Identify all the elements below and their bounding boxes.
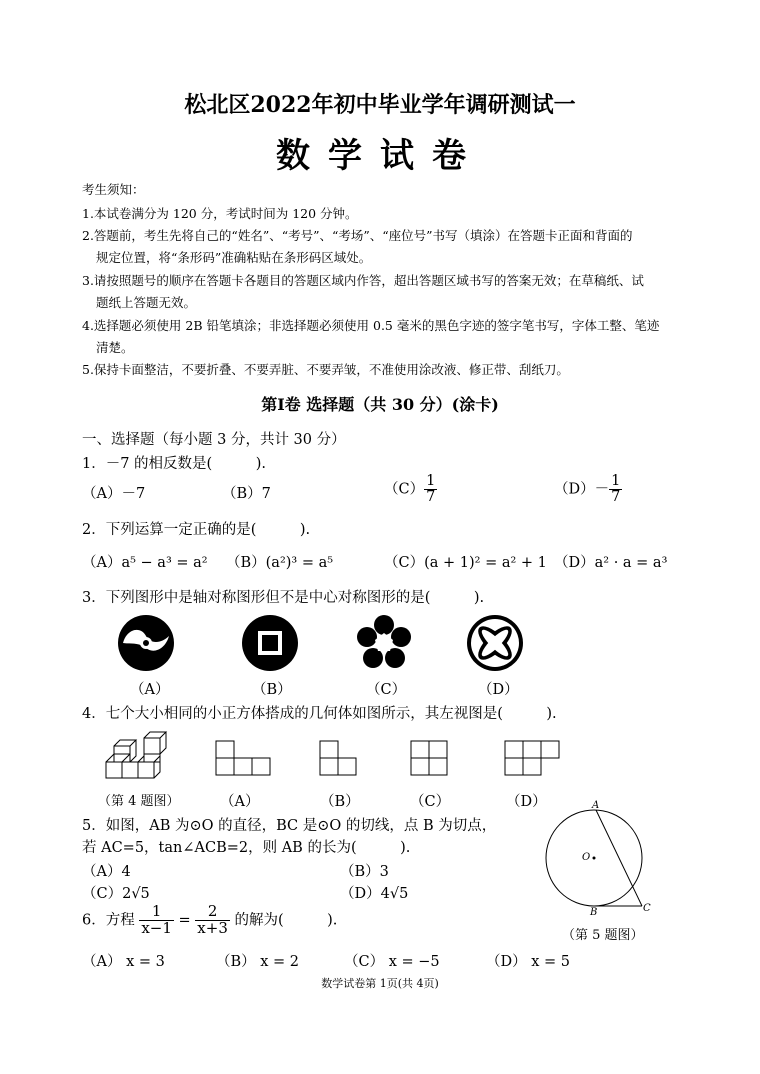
notice-heading: 考生须知：	[82, 182, 145, 197]
notice-item: 清楚。	[96, 340, 134, 355]
q4-label-b: （B）	[320, 794, 360, 810]
q1-option-c-label: （C）	[384, 481, 425, 498]
q4-stem: 4．七个大小相同的小正方体搭成的几何体如图所示，其左视图是( ).	[82, 706, 557, 722]
q5-option-c: （C）2√5	[82, 886, 150, 902]
q2-option-c: （C）(a + 1)² = a² + 1	[384, 555, 547, 571]
q4-cube-figure	[104, 728, 170, 782]
q4-label-a: （A）	[220, 794, 260, 810]
q4-label-d: （D）	[506, 794, 547, 810]
notice-item: 5.保持卡面整洁，不要折叠、不要弄脏、不要弄皱，不准使用涂改液、修正带、刮纸刀。	[82, 362, 569, 377]
q3-stem: 3．下列图形中是轴对称图形但不是中心对称图形的是( ).	[82, 590, 485, 606]
q5-option-a: （A）4	[82, 864, 131, 880]
q2-stem: 2．下列运算一定正确的是( ).	[82, 522, 311, 538]
q6-stem-prefix: 6．方程	[82, 912, 135, 929]
q1-option-b: （B）7	[222, 486, 271, 502]
q6-fraction-1: $\frac{1}{x-1}$	[141, 902, 172, 937]
part-heading: 一、选择题（每小题 3 分，共计 30 分）	[82, 432, 346, 448]
q4-option-c-figure	[410, 740, 448, 776]
q1-option-c	[384, 474, 437, 505]
fraction: $\frac{1}{7}$	[611, 473, 621, 506]
q4-figure-caption: （第 4 题图）	[98, 794, 180, 809]
q4-option-a-figure	[215, 740, 271, 776]
q3-label-a: （A）	[130, 682, 170, 698]
q6-fraction-2: $\frac{2}{x+3}$	[197, 902, 228, 937]
q6-stem	[82, 904, 337, 937]
q2-option-d: （D）a² · a = a³	[554, 555, 668, 571]
q3-label-b: （B）	[252, 682, 292, 698]
q2-option-a: （A）a⁵ − a³ = a²	[82, 555, 208, 571]
notice-item: 题纸上答题无效。	[96, 295, 197, 310]
notice-item: 4.选择题必须使用 2B 铅笔填涂；非选择题必须使用 0.5 毫米的黑色字迹的签字笔书写，字体工整、笔迹	[82, 318, 660, 333]
subject-title: 数学试卷	[276, 136, 484, 176]
q1-stem: 1．－7 的相反数是( ).	[82, 456, 266, 472]
q2-option-b: （B）(a²)³ = a⁵	[226, 555, 334, 571]
q3-figure-c	[355, 614, 413, 672]
q1-option-a: （A）－7	[82, 486, 146, 502]
q3-label-c: （C）	[366, 682, 407, 698]
q3-figure-b	[241, 614, 299, 672]
q5-figure-caption: （第 5 题图）	[562, 928, 644, 943]
q6-equals: =	[178, 912, 191, 929]
fraction: $\frac{1}{7}$	[426, 473, 436, 506]
q6-option-b: （B） x = 2	[216, 954, 300, 970]
q5-stem-line1: 5．如图，AB 为⊙O 的直径，BC 是⊙O 的切线，点 B 为切点，	[82, 818, 497, 834]
q5-point-o: O	[582, 852, 591, 863]
q1-option-d	[554, 474, 622, 505]
q5-stem-line2: 若 AC=5，tan∠ACB=2，则 AB 的长为( ).	[82, 840, 411, 856]
q3-figure-a	[117, 614, 175, 672]
q3-figure-d	[466, 614, 524, 672]
q5-point-c: C	[643, 903, 651, 914]
q3-label-d: （D）	[478, 682, 519, 698]
q4-option-d-figure	[504, 740, 560, 776]
q5-option-b: （B）3	[340, 864, 389, 880]
exam-title: 松北区2022年初中毕业学年调研测试一	[184, 92, 576, 118]
q6-option-a: （A） x = 3	[82, 954, 165, 970]
q6-option-d: （D） x = 5	[486, 954, 571, 970]
notice-item: 规定位置，将“条形码”准确粘贴在条形码区域处。	[96, 250, 372, 265]
q6-option-c: （C） x = −5	[344, 954, 440, 970]
q1-option-d-label: （D）－	[554, 481, 610, 498]
notice-item: 1.本试卷满分为 120 分，考试时间为 120 分钟。	[82, 206, 358, 221]
q5-point-a: A	[592, 800, 600, 811]
q6-stem-suffix: 的解为( ).	[234, 912, 338, 929]
notice-item: 3.请按照题号的顺序在答题卡各题目的答题区域内作答，超出答题区域书写的答案无效；在草稿纸、试	[82, 273, 644, 288]
q5-option-d: （D）4√5	[340, 886, 409, 902]
q4-option-b-figure	[319, 740, 357, 776]
page-footer: 数学试卷第 1页(共 4页)	[321, 977, 439, 990]
notice-item: 2.答题前，考生先将自己的“姓名”、“考号”、“考场”、“座位号”书写（填涂）在答题卡正面和背面的	[82, 228, 633, 243]
q4-label-c: （C）	[410, 794, 451, 810]
q5-point-b: B	[590, 907, 598, 918]
q5-circle-figure	[540, 800, 660, 920]
section-title: 第Ⅰ卷 选择题（共 30 分）(涂卡)	[261, 395, 499, 414]
